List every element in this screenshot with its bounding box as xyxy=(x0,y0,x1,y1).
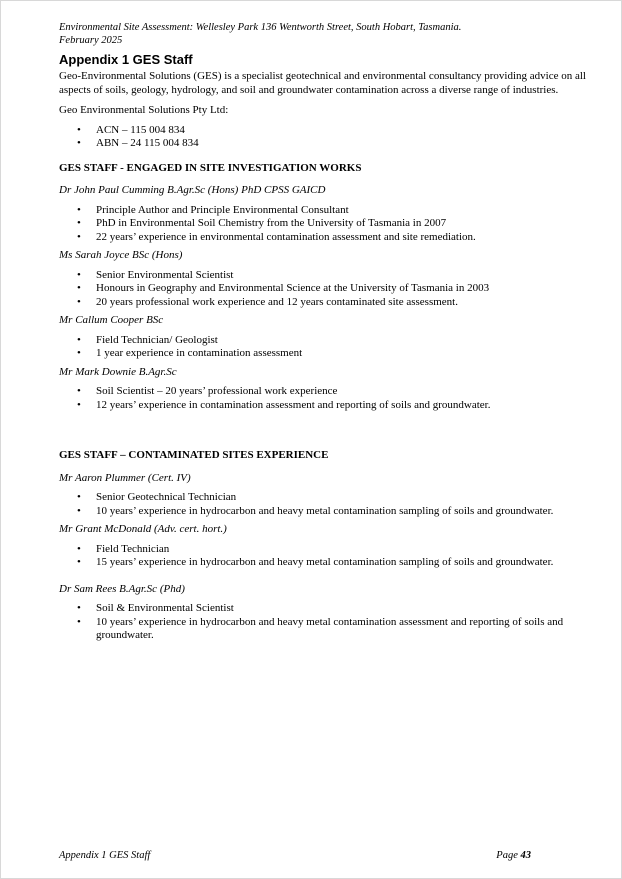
page-number: 43 xyxy=(520,850,531,861)
list-item: • 22 years’ experience in environmental contamination assessment and site remediation. xyxy=(59,231,589,245)
section-heading-site-investigation: GES STAFF - ENGAGED IN SITE INVESTIGATION WORKS xyxy=(59,161,362,174)
staff-details xyxy=(59,385,589,412)
footer-section-label: Appendix 1 GES Staff xyxy=(59,850,151,861)
staff-details xyxy=(59,334,589,361)
staff-name: Mr Grant McDonald (Adv. cert. hort.) xyxy=(59,523,227,535)
page-header xyxy=(59,21,461,47)
staff-name: Mr Mark Downie B.Agr.Sc xyxy=(59,365,177,378)
list-item: • Senior Environmental Scientist xyxy=(59,269,589,283)
page-number-label xyxy=(496,850,531,861)
list-item: • Senior Geotechnical Technician xyxy=(59,491,589,505)
staff-name: Ms Sarah Joyce BSc (Hons) xyxy=(59,249,183,261)
header-line-1: Environmental Site Assessment: Wellesley Park 136 Wentworth Street, South Hobart, Tasmania. xyxy=(59,22,462,33)
list-item: • PhD in Environmental Soil Chemistry from the University of Tasmania in 2007 xyxy=(59,217,589,231)
appendix-title: Appendix 1 GES Staff xyxy=(59,52,193,67)
staff-details xyxy=(59,269,589,310)
list-item: • 10 years’ experience in hydrocarbon and heavy metal contamination assessment and reporting of soils and groundwater. xyxy=(59,616,589,643)
staff-details xyxy=(59,543,589,570)
header-line-2: February 2025 xyxy=(59,35,123,46)
page-footer xyxy=(59,850,531,861)
staff-name: Mr Aaron Plummer (Cert. IV) xyxy=(59,471,191,484)
list-item: • Soil & Environmental Scientist xyxy=(59,602,589,616)
list-item: • 12 years’ experience in contamination assessment and reporting of soils and groundwater. xyxy=(59,399,589,413)
staff-details xyxy=(59,602,589,643)
staff-details xyxy=(59,204,589,245)
staff-name: Mr Callum Cooper BSc xyxy=(59,314,164,326)
section-heading-contaminated-sites: GES STAFF – CONTAMINATED SITES EXPERIENCE xyxy=(59,449,329,461)
list-item: • 10 years’ experience in hydrocarbon and heavy metal contamination sampling of soils and groundwater. xyxy=(59,505,589,519)
page-label: Page xyxy=(496,850,518,861)
spacer xyxy=(59,575,589,583)
list-item: • 1 year experience in contamination assessment xyxy=(59,347,589,361)
list-item: • ACN – 115 004 834 xyxy=(59,124,589,138)
spacer xyxy=(59,417,589,438)
list-item: • Field Technician/ Geologist xyxy=(59,334,589,348)
company-name: Geo Environmental Solutions Pty Ltd: xyxy=(59,104,229,116)
staff-name: Dr Sam Rees B.Agr.Sc (Phd) xyxy=(59,582,185,595)
staff-name: Dr John Paul Cumming B.Agr.Sc (Hons) PhD CPSS GAICD xyxy=(59,184,326,196)
staff-details xyxy=(59,491,589,518)
intro-paragraph: Geo-Environmental Solutions (GES) is a specialist geotechnical and environmental consultancy providing advice on all aspects of soils, geology, hydrology, and soil and groundwater contamination across a diverse range of industries. xyxy=(59,70,586,96)
list-item: • ABN – 24 115 004 834 xyxy=(59,137,589,151)
list-item: • Soil Scientist – 20 years’ professional work experience xyxy=(59,385,589,399)
list-item: • 20 years professional work experience and 12 years contaminated site assessment. xyxy=(59,296,589,310)
list-item: • 15 years’ experience in hydrocarbon and heavy metal contamination sampling of soils and groundwater. xyxy=(59,556,589,570)
document-body xyxy=(59,70,589,648)
company-id-list xyxy=(59,124,589,151)
list-item: • Field Technician xyxy=(59,543,589,557)
list-item: • Principle Author and Principle Environmental Consultant xyxy=(59,204,589,218)
list-item: • Honours in Geography and Environmental Science at the University of Tasmania in 2003 xyxy=(59,282,589,296)
